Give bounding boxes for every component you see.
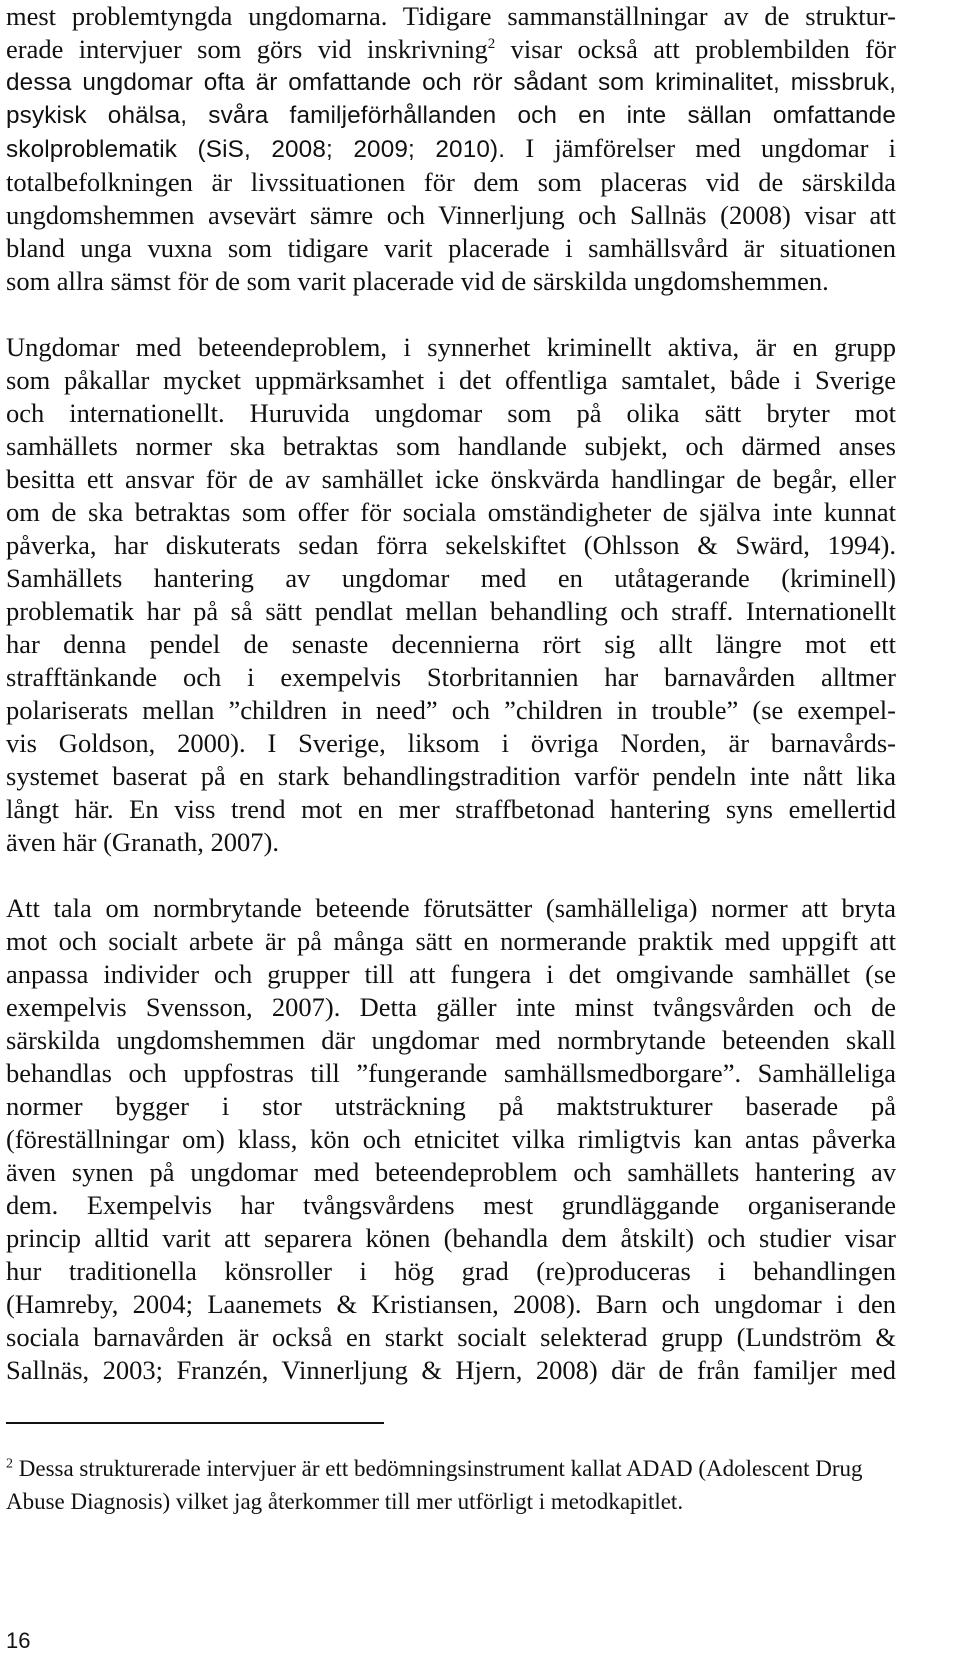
text-segment: erade intervjuer som görs vid inskrivning	[6, 34, 488, 64]
text-line: om de ska betraktas som offer för sociala omständigheter de själva inte kunnat	[6, 497, 896, 527]
text-line: psykisk ohälsa, svåra familjeförhållanden och en inte sällan omfattande	[6, 102, 896, 129]
text-segment: I jämförelser med ungdomar i	[505, 133, 896, 163]
footnote-separator	[6, 1422, 384, 1424]
text-line: Sallnäs, 2003; Franzén, Vinnerljung & Hjern, 2008) där de från familjer med	[6, 1355, 896, 1385]
text-line: Att tala om normbrytande beteende förutsätter (samhälleliga) normer att bryta	[6, 893, 896, 923]
page-body	[6, 0, 896, 1387]
page-number: 16	[6, 1628, 31, 1653]
text-line: (Hamreby, 2004; Laanemets & Kristiansen, 2008). Barn och ungdomar i den	[6, 1289, 896, 1319]
text-line: Samhällets hantering av ungdomar med en utåtagerande (kriminell)	[6, 563, 896, 593]
text-line: exempelvis Svensson, 2007). Detta gäller inte minst tvångsvården och de	[6, 992, 896, 1022]
text-line: som påkallar mycket uppmärksamhet i det offentliga samtalet, både i Sverige	[6, 365, 896, 395]
text-line: problematik har på så sätt pendlat mellan behandling och straff. Internationellt	[6, 596, 896, 626]
text-line: dessa ungdomar ofta är omfattande och rör sådant som kriminalitet, missbruk,	[6, 69, 896, 96]
text-line: sociala barnavården är också en starkt socialt selekterad grupp (Lundström &	[6, 1322, 896, 1352]
text-line: vis Goldson, 2000). I Sverige, liksom i övriga Norden, är barnavårds-	[6, 728, 896, 758]
text-line: särskilda ungdomshemmen där ungdomar med normbrytande beteenden skall	[6, 1025, 896, 1055]
text-line: hur traditionella könsroller i hög grad (re)produceras i behandlingen	[6, 1256, 896, 1286]
footnote-line	[6, 1452, 896, 1485]
text-line: totalbefolkningen är livssituationen för dem som placeras vid de särskilda	[6, 167, 896, 197]
text-line: mot och socialt arbete är på många sätt en normerande praktik med uppgift att	[6, 926, 896, 956]
paragraph-1	[6, 0, 896, 298]
text-line	[6, 132, 896, 166]
text-line: normer bygger i stor utsträckning på maktstrukturer baserade på	[6, 1091, 896, 1121]
text-line: systemet baserat på en stark behandlingstradition varför pendeln inte nått lika	[6, 761, 896, 791]
text-line: även här (Granath, 2007).	[6, 827, 279, 857]
footnote-line: Abuse Diagnosis) vilket jag återkommer till mer utförligt i metodkapitlet.	[6, 1489, 684, 1514]
text-line: behandlas och uppfostras till ”fungerande samhällsmedborgare”. Samhälleliga	[6, 1058, 896, 1088]
text-line: även synen på ungdomar med beteendeproblem och samhällets hantering av	[6, 1157, 896, 1187]
text-line: påverka, har diskuterats sedan förra sekelskiftet (Ohlsson & Swärd, 1994).	[6, 530, 896, 560]
text-line: polariserats mellan ”children in need” och ”children in trouble” (se exempel-	[6, 695, 896, 725]
footnote	[6, 1452, 896, 1518]
paragraph-3	[6, 892, 896, 1387]
text-line: har denna pendel de senaste decennierna rört sig allt längre mot ett	[6, 629, 896, 659]
paragraph-gap	[6, 298, 896, 331]
footnote-number: 2	[6, 1456, 13, 1472]
text-line: bland unga vuxna som tidigare varit placerade i samhällsvård är situationen	[6, 233, 896, 263]
footnote-reference[interactable]: 2	[487, 36, 496, 53]
text-line: (föreställningar om) klass, kön och etnicitet vilka rimligtvis kan antas påverka	[6, 1124, 896, 1154]
footnote-text: Dessa strukturerade intervjuer är ett bedömningsinstrument kallat ADAD (Adolescent Drug	[13, 1456, 863, 1481]
paragraph-2	[6, 331, 896, 859]
text-line: princip alltid varit att separera könen (behandla dem åtskilt) och studier visar	[6, 1223, 896, 1253]
text-segment: skolproblematik (SiS, 2008; 2009; 2010).	[6, 136, 506, 163]
text-line	[6, 33, 896, 66]
text-line: anpassa individer och grupper till att fungera i det omgivande samhället (se	[6, 959, 896, 989]
text-line: samhällets normer ska betraktas som handlande subjekt, och därmed anses	[6, 431, 896, 461]
text-line: mest problemtyngda ungdomarna. Tidigare sammanställningar av de struktur-	[6, 1, 896, 31]
text-line: Ungdomar med beteendeproblem, i synnerhet kriminellt aktiva, är en grupp	[6, 332, 896, 362]
text-line: strafftänkande och i exempelvis Storbritannien har barnavården alltmer	[6, 662, 896, 692]
text-line: dem. Exempelvis har tvångsvårdens mest grundläggande organiserande	[6, 1190, 896, 1220]
paragraph-gap	[6, 859, 896, 892]
text-line: långt här. En viss trend mot en mer straffbetonad hantering syns emellertid	[6, 794, 896, 824]
text-line: och internationellt. Huruvida ungdomar som på olika sätt bryter mot	[6, 398, 896, 428]
text-segment: visar också att problembilden för	[495, 34, 896, 64]
text-line: som allra sämst för de som varit placerade vid de särskilda ungdomshemmen.	[6, 266, 829, 296]
text-line: besitta ett ansvar för de av samhället icke önskvärda handlingar de begår, eller	[6, 464, 896, 494]
text-line: ungdomshemmen avsevärt sämre och Vinnerljung och Sallnäs (2008) visar att	[6, 200, 896, 230]
